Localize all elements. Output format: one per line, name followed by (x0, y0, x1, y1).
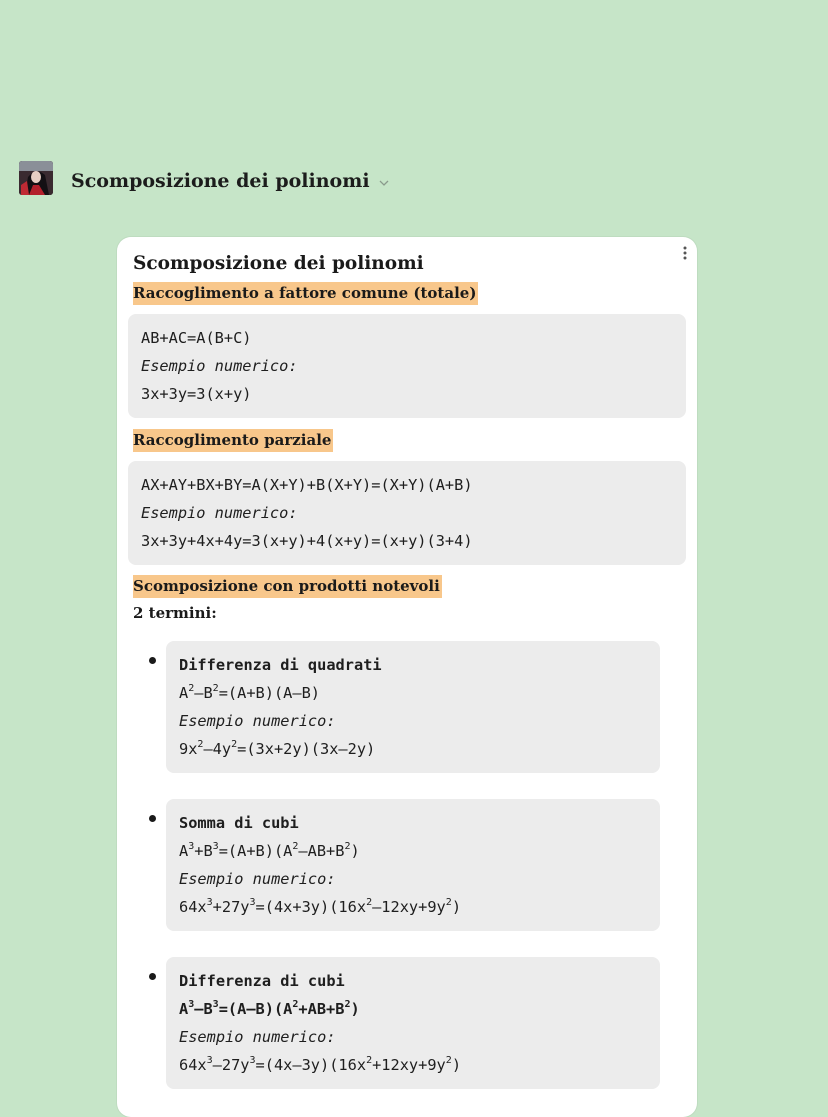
formula-text: –AB+B (298, 842, 345, 860)
title-dropdown[interactable] (71, 170, 390, 192)
example-label: Esempio numerico: (179, 1028, 336, 1046)
bullet-dot (149, 815, 156, 822)
code-block (166, 957, 660, 1089)
exponent: 2 (292, 999, 299, 1010)
example-label: Esempio numerico: (179, 870, 336, 888)
code-block (128, 461, 686, 565)
formula-text: =(A+B)(A–B) (218, 684, 321, 702)
card-title: Scomposizione dei polinomi (133, 253, 424, 274)
bullet-dot (149, 973, 156, 980)
formula-text: A (179, 1000, 189, 1018)
formula-text: ) (350, 1000, 360, 1018)
bullet-list (128, 641, 686, 1089)
exponent: 2 (366, 1055, 373, 1066)
formula-text: A (179, 684, 189, 702)
example-label: Esempio numerico: (141, 504, 298, 522)
formula-line (179, 679, 648, 707)
formula-name: Differenza di cubi (179, 972, 345, 990)
example-line: 3x+3y+4x+4y=3(x+y)+4(x+y)=(x+y)(3+4) (141, 532, 473, 550)
formula-line (179, 995, 648, 1023)
formula-line: AX+AY+BX+BY=A(X+Y)+B(X+Y)=(X+Y)(A+B) (141, 476, 473, 494)
kebab-menu-icon[interactable] (681, 245, 689, 261)
formula-text: +27y (212, 898, 250, 916)
formula-text: –B (194, 1000, 213, 1018)
formula-text: +B (194, 842, 213, 860)
exponent: 3 (249, 897, 256, 908)
formula-text: 64x (179, 898, 207, 916)
formula-text: =(4x–3y)(16x (255, 1056, 367, 1074)
exponent: 2 (344, 999, 351, 1010)
code-block (128, 314, 686, 418)
formula-text: ) (451, 1056, 462, 1074)
exponent: 2 (292, 841, 299, 852)
exponent: 3 (212, 999, 219, 1010)
exponent: 3 (188, 841, 195, 852)
avatar[interactable] (19, 161, 53, 195)
page-title: Scomposizione dei polinomi (71, 170, 370, 192)
formula-text: =(A–B)(A (218, 1000, 293, 1018)
example-line (179, 735, 648, 763)
subheading: 2 termini: (133, 604, 217, 622)
code-block (166, 641, 660, 773)
formula-text: =(A+B)(A (218, 842, 293, 860)
formula-text: ) (451, 898, 462, 916)
section-heading: Raccoglimento a fattore comune (totale) (133, 282, 478, 305)
exponent: 2 (188, 683, 195, 694)
formula-text: –12xy+9y (372, 898, 446, 916)
section-heading: Raccoglimento parziale (133, 429, 333, 452)
formula-line (179, 837, 648, 865)
example-line: 3x+3y=3(x+y) (141, 385, 252, 403)
exponent: 2 (231, 739, 238, 750)
exponent: 2 (344, 841, 351, 852)
exponent: 3 (206, 897, 213, 908)
formula-name: Somma di cubi (179, 814, 299, 832)
formula-text: +12xy+9y (372, 1056, 446, 1074)
exponent: 2 (197, 739, 204, 750)
section-heading: Scomposizione con prodotti notevoli (133, 575, 442, 598)
exponent: 2 (445, 1055, 452, 1066)
formula-name: Differenza di quadrati (179, 656, 382, 674)
bullet-dot (149, 657, 156, 664)
exponent: 3 (212, 841, 219, 852)
formula-text: ) (350, 842, 360, 860)
formula-text: =(3x+2y)(3x–2y) (237, 740, 376, 758)
page-card (117, 237, 697, 1117)
page-header (19, 161, 390, 195)
formula-text: A (179, 842, 189, 860)
example-line (179, 893, 648, 921)
formula-text: –27y (212, 1056, 250, 1074)
chevron-down-icon (378, 177, 390, 189)
formula-text: –4y (203, 740, 232, 758)
exponent: 3 (188, 999, 195, 1010)
exponent: 2 (366, 897, 373, 908)
exponent: 2 (445, 897, 452, 908)
formula-text: 64x (179, 1056, 207, 1074)
formula-text: –B (194, 684, 213, 702)
example-line (179, 1051, 648, 1079)
list-item (128, 799, 686, 931)
formula-text: +AB+B (298, 1000, 345, 1018)
example-label: Esempio numerico: (179, 712, 336, 730)
example-label: Esempio numerico: (141, 357, 298, 375)
formula-text: =(4x+3y)(16x (255, 898, 367, 916)
list-item (128, 641, 686, 773)
code-block (166, 799, 660, 931)
exponent: 3 (249, 1055, 256, 1066)
exponent: 2 (212, 683, 219, 694)
list-item (128, 957, 686, 1089)
formula-line: AB+AC=A(B+C) (141, 329, 252, 347)
formula-text: 9x (179, 740, 198, 758)
exponent: 3 (206, 1055, 213, 1066)
